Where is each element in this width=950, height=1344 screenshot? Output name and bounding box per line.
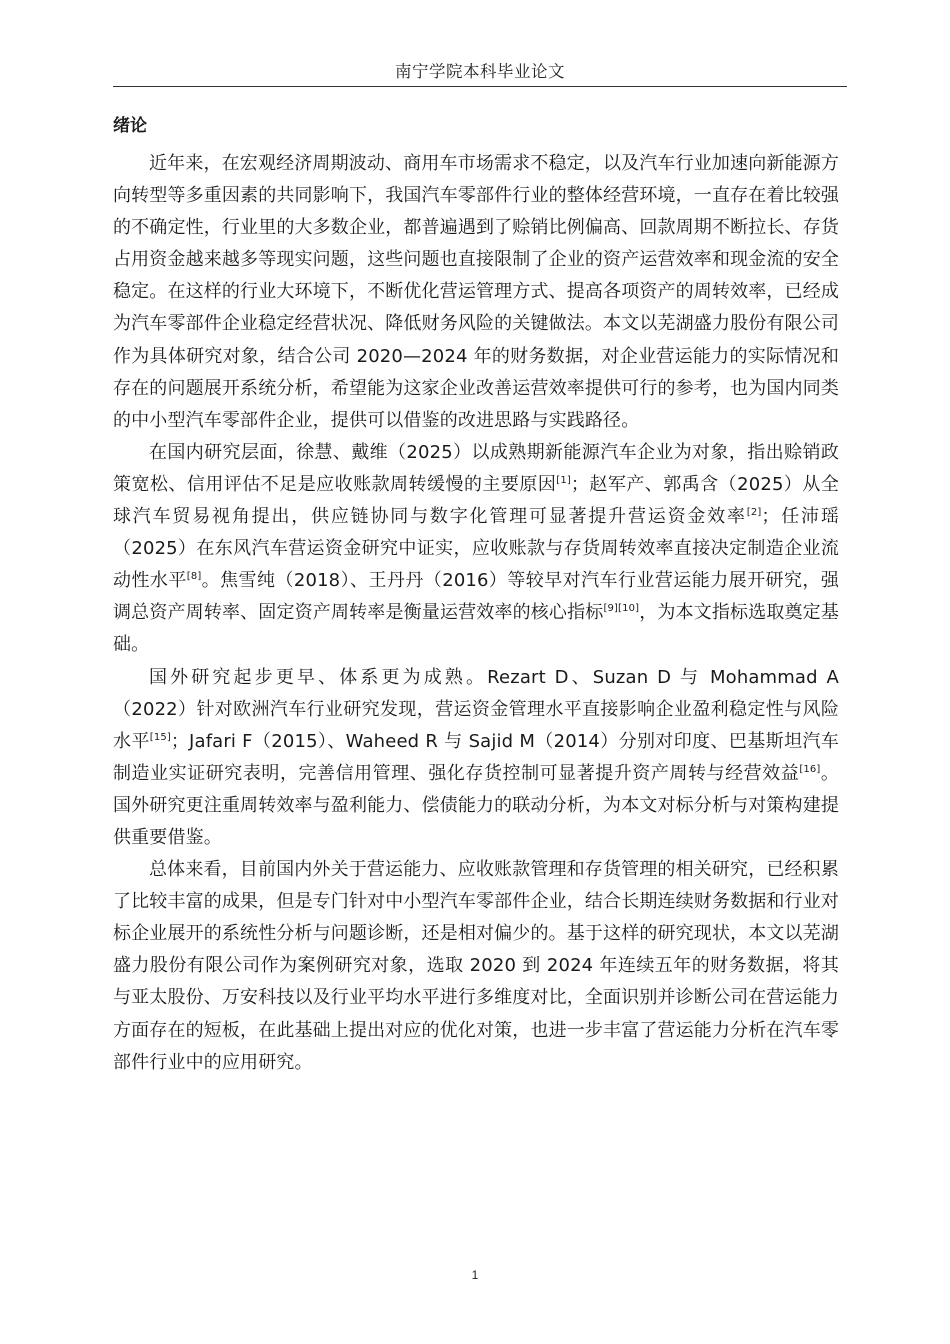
paragraph-domestic-research: [113, 437, 839, 662]
header-rule: [113, 86, 847, 87]
page-number: 1: [471, 1268, 479, 1282]
citation-marker: [16]: [799, 763, 821, 775]
text-run: ；任沛瑶（2025）在东风汽车营运资金研究中证实，应收账款与存货周转效率直接决定制造企业流动性水平: [113, 506, 839, 592]
text-run: 总体来看，目前国内外关于营运能力、应收账款管理和存货管理的相关研究，已经积累了比较丰富的成果，但是专门针对中小型汽车零部件企业，结合长期连续财务数据和行业对标企业展开的系统性分析与问题诊断，还是相对偏少的。基于这样的研究现状，本文以芜湖盛力股份有限公司作为案例研究对象，选取 2020 到 2024 年连续五年的财务数据，将其与亚太股份、万安科技以及行业平均水平进行多维度对比，全面识别并诊断公司在营运能力方面存在的短板，在此基础上提出对应的优化对策，也进一步丰富了营运能力分析在汽车零部件行业中的应用研究。: [113, 859, 839, 1073]
text-run: ；Jafari F（2015）、Waheed R 与 Sajid M（2014）分别对印度、巴基斯坦汽车制造业实证研究表明，完善信用管理、强化存货控制可显著提升资产周转与经营效益: [113, 730, 839, 784]
text-run: 在国内研究层面，徐慧、戴维（2025）以成熟期新能源汽车企业为对象，指出赊销政策宽松、信用评估不足是应收账款周转缓慢的主要原因: [113, 441, 839, 495]
paragraph-summary: [113, 854, 839, 1079]
body-text: [113, 148, 839, 1079]
section-heading: 绪论: [113, 116, 147, 136]
citation-marker: [15]: [149, 731, 171, 743]
text-run: 国外研究起步更早、体系更为成熟。Rezart D、Suzan D 与 Mohammad A（2022）针对欧洲汽车行业研究发现，营运资金管理水平直接影响企业盈利稳定性与风险水平: [113, 666, 839, 752]
citation-marker: [9][10]: [603, 603, 640, 615]
citation-marker: [1]: [556, 474, 571, 486]
text-run: 。国外研究更注重周转效率与盈利能力、偿债能力的联动分析，为本文对标分析与对策构建提供重要借鉴。: [113, 762, 840, 848]
running-header: 南宁学院本科毕业论文: [395, 62, 565, 81]
citation-marker: [2]: [746, 507, 762, 519]
text-run: 。焦雪纯（2018）、王丹丹（2016）等较早对汽车行业营运能力展开研究，强调总资产周转率、固定资产周转率是衡量运营效率的核心指标: [113, 570, 839, 624]
paragraph-intro: [113, 148, 839, 437]
paragraph-foreign-research: [113, 662, 839, 855]
text-run: ；赵军产、郭禹含（2025）从全球汽车贸易视角提出，供应链协同与数字化管理可显著提升营运资金效率: [113, 473, 839, 528]
text-run: ，为本文指标选取奠定基础。: [113, 602, 839, 656]
citation-marker: [8]: [186, 571, 202, 583]
text-run: 近年来，在宏观经济周期波动、商用车市场需求不稳定，以及汽车行业加速向新能源方向转型等多重因素的共同影响下，我国汽车零部件行业的整体经营环境，一直存在着比较强的不确定性，行业里的大多数企业，都普遍遇到了赊销比例偏高、回款周期不断拉长、存货占用资金越来越多等现实问题，这些问题也直接限制了企业的资产运营效率和现金流的安全稳定。在这样的行业大环境下，不断优化营运管理方式、提高各项资产的周转效率，已经成为汽车零部件企业稳定经营状况、降低财务风险的关键做法。本文以芜湖盛力股份有限公司作为具体研究对象，结合公司 2020—2024 年的财务数据，对企业营运能力的实际情况和存在的问题展开系统分析，希望能为这家企业改善运营效率提供可行的参考，也为国内同类的中小型汽车零部件企业，提供可以借鉴的改进思路与实践路径。: [113, 153, 839, 431]
